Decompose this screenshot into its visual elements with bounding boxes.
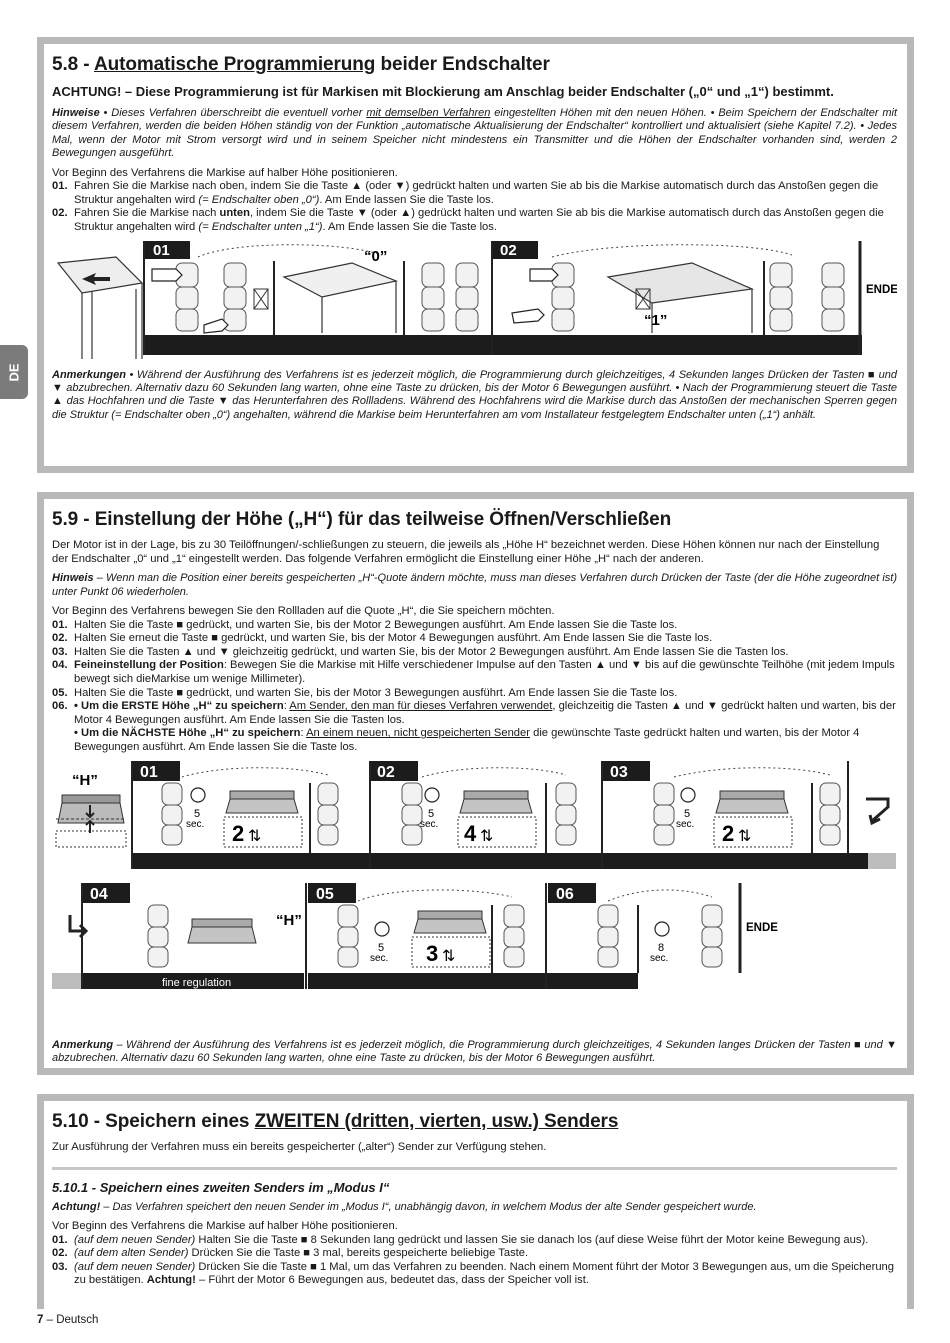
movement-count: 4: [464, 820, 477, 846]
step: 03. (auf dem neuen Sender) Drücken Sie die Taste ■ 1 Mal, um das Verfahren zu beenden. Nach einem Moment führt der Motor 3 Bewegungen aus, um die Speicherung zu bestätigen. Achtung! – Führt der Motor 6 Bewegungen aus, bedeutet das, dass der Speicher voll ist.: [52, 1260, 894, 1287]
continue-arrow-icon: [70, 915, 86, 937]
section-title: 5.9 - Einstellung der Höhe („H“) für das teilweise Öffnen/Verschließen: [52, 509, 672, 530]
section-title: 5.8 - Automatische Programmierung beider Endschalter: [52, 54, 550, 75]
step-badge-05: 05: [316, 885, 334, 903]
intro: Vor Beginn des Verfahrens die Markise auf halber Höhe positionieren.: [52, 166, 398, 179]
remarks: Anmerkungen • Während der Ausführung des Verfahrens ist es jederzeit möglich, die Programmierung durch gleichzeitiges, 4 Sekunden langes Drücken der Tasten ■ und ▼ abzubrechen. Alternativ dazu 60 Sekunden lang warten, ohne eine Taste zu drücken, bis der Motor 6 Bewegungen ausführt. • Nach der Programmierung steuert die Taste ▲ das Hochfahren und die Taste ▼ das Herunterfahren des Rollladens. Während des Hochfahrens wird die Markise durch das Anstoßen der mechanischen Sperren gegen die Struktur (= Endschalter oben „0“) angehalten, während die Markise beim Herunterfahren am vom Installateur festgelegtem Endschalter unten („1“) anhält.: [52, 368, 897, 421]
warning: ACHTUNG! – Diese Programmierung ist für Markisen mit Blockierung am Anschlag beider Endschalter („0“ und „1“) bestimmt.: [52, 84, 834, 99]
figure-auto-programming: [52, 241, 897, 363]
step-badge-01: 01: [153, 241, 170, 259]
hint: Hinweise • Dieses Verfahren überschreibt die eventuell vorher mit demselben Verfahren eingestellten Höhen mit den neuen Höhen. • Beim Speichern der Endschalter mit diesem Verfahren, werden die beiden Höhen ständig von der Funktion „automatische Aktualisierung der Endschalter“ kontrolliert und aktualisiert (siehe Kapitel 7.2). • Jedes Mal, wenn der Motor mit Strom versorgt wird und in seinem Speicher nicht mindestens ein Transmitter und die Höhen der Endschalter vorhanden sind, werden 2 Bewegungen ausgeführt.: [52, 107, 897, 160]
svg-text:⇅: ⇅: [480, 827, 494, 845]
hint: Hinweis – Wenn man die Position einer bereits gespeicherten „H“-Quote ändern möchte, muss man dieses Verfahren durch Drücken der Taste (der die Höhe zugeordnet ist) unter Punkt 06 wiederholen.: [52, 572, 897, 598]
seconds-value: 5: [194, 807, 201, 820]
before: Vor Beginn des Verfahrens die Markise auf halber Höhe positionieren.: [52, 1220, 398, 1232]
step: 01. (auf dem neuen Sender) Halten Sie die Taste ■ 8 Sekunden lang gedrückt und lassen Sie sie danach los (auf diese Weise führt der Motor keine Bewegung aus).: [52, 1233, 869, 1246]
svg-text:⇅: ⇅: [248, 827, 262, 845]
step-badge-06: 06: [556, 885, 574, 903]
h-label: “H”: [72, 771, 98, 789]
step-badge-02: 02: [500, 241, 517, 259]
remark: Anmerkung – Während der Ausführung des Verfahrens ist es jederzeit möglich, die Programmierung durch gleichzeitiges, 4 Sekunden langes Drücken der Tasten ■ und ▼ abzubrechen. Alternativ dazu 60 Sekunden lang warten, ohne eine Taste zu drücken, bis der Motor 6 Bewegungen ausführt.: [52, 1038, 897, 1064]
svg-text:⇅: ⇅: [442, 947, 456, 965]
h-label: “H”: [276, 911, 302, 929]
steps-list: [52, 619, 897, 755]
svg-text:⇅: ⇅: [738, 827, 752, 845]
intro: Der Motor ist in der Lage, bis zu 30 Teilöffnungen/-schließungen zu steuern, die jeweils als „Höhe H“ bezeichnet werden. Diese Höhen können nur nach der Einstellung der Endschalter „0“ und „1“ eingestellt werden. Das folgende Verfahren ermöglicht die Einstellung einer Höhe „H“ nach der anderen.: [52, 539, 880, 565]
steps-list: [52, 180, 897, 234]
figure-height-setting: [52, 761, 897, 1033]
step: 05. Halten Sie die Taste ■ gedrückt, und warten Sie, bis der Motor 3 Bewegungen ausführt. Am Ende lassen Sie die Taste los.: [52, 686, 678, 699]
step: 02. Fahren Sie die Markise nach unten, indem Sie die Taste ▼ (oder ▲) gedrückt halten und warten Sie ab bis die Markise automatisch durch das Anstoßen gegen die Struktur angehalten wird (= Endschalter unten „1“). Am Ende lassen Sie die Taste los.: [52, 207, 884, 233]
step-badge-03: 03: [610, 763, 628, 781]
step-badge-02: 02: [377, 763, 395, 781]
seconds-value: 5: [684, 807, 691, 820]
step: 01. Fahren Sie die Markise nach oben, indem Sie die Taste ▲ (oder ▼) gedrückt halten und warten Sie ab bis die Markise automatisch durch das Anstoßen gegen die Struktur angehalten wird (= Endschalter oben „0“). Am Ende lassen Sie die Taste los.: [52, 180, 879, 206]
before: Vor Beginn des Verfahrens bewegen Sie den Rollladen auf die Quote „H“, die Sie speichern möchten.: [52, 605, 555, 617]
seconds-unit: sec.: [370, 952, 389, 964]
divider: [52, 1167, 897, 1170]
end-label: ENDE: [866, 283, 897, 296]
language-tab: [0, 345, 28, 399]
illustration-strip: [52, 761, 897, 1033]
return-arrow-icon: [866, 799, 888, 823]
step: 04. Feineinstellung der Position: Bewegen Sie die Markise mit Hilfe verschiedener Impulse auf den Tasten ▲ und ▼ bis auf die gewünschte Teilhöhe (mit jedem Impuls bewegt sich dieMarkise um wenige Millimeter).: [52, 659, 895, 685]
step-badge-04: 04: [90, 885, 108, 903]
fine-regulation-label: fine regulation: [162, 976, 232, 989]
section-5-9: [37, 492, 914, 1075]
subsection-title: 5.10.1 - Speichern eines zweiten Senders im „Modus I“: [52, 1179, 390, 1195]
row1-panels: [132, 761, 896, 869]
seconds-value: 5: [378, 941, 385, 954]
page-footer: [37, 1314, 98, 1326]
movement-count: 2: [232, 820, 245, 846]
language-tab-label: DE: [6, 362, 22, 382]
seconds-unit: sec.: [186, 818, 205, 830]
intro: Zur Ausführung der Verfahren muss ein bereits gespeicherter („alter“) Sender zur Verfügung stehen.: [52, 1141, 547, 1153]
limit-1-label: “1”: [644, 311, 668, 329]
footer-language: – Deutsch: [43, 1314, 99, 1326]
step: 06. • Um die ERSTE Höhe „H“ zu speichern: Am Sender, den man für dieses Verfahren verwendet, gleichzeitig die Tasten ▲ und ▼ gedrückt halten und warten, bis der Motor 4 Bewegungen ausführt. Am Ende lassen Sie die Tasten los. • Um die NÄCHSTE Höhe „H“ zu speichern: An einem neuen, nicht gespeicherten Sender die gewünschte Taste gedrückt halten und warten, bis der Motor 4 Bewegungen ausführt. Am Ende lassen Sie die Taste los.: [52, 700, 896, 753]
section-5-8: [37, 37, 914, 473]
illustration-strip: [52, 241, 897, 363]
page-number: 7: [37, 1314, 44, 1326]
seconds-unit: sec.: [420, 818, 439, 830]
seconds-unit: sec.: [650, 952, 669, 964]
section-title: 5.10 - Speichern eines ZWEITEN (dritten, vierten, usw.) Senders: [52, 1111, 619, 1132]
movement-count: 3: [426, 940, 439, 966]
step-badge-01: 01: [140, 763, 158, 781]
movement-count: 2: [722, 820, 735, 846]
step: 01. Halten Sie die Taste ■ gedrückt, und warten Sie, bis der Motor 2 Bewegungen ausführt. Am Ende lassen Sie die Taste los.: [52, 618, 678, 631]
limit-0-label: “0”: [364, 247, 388, 265]
step: 02. (auf dem alten Sender) Drücken Sie die Taste ■ 3 mal, bereits gespeicherte beliebige Taste.: [52, 1247, 529, 1260]
seconds-value: 5: [428, 807, 435, 820]
seconds-unit: sec.: [676, 818, 695, 830]
section-5-10: [37, 1094, 914, 1309]
seconds-value: 8: [658, 941, 665, 954]
step: 02. Halten Sie erneut die Taste ■ gedrückt, und warten Sie, bis der Motor 4 Bewegungen ausführt. Am Ende lassen Sie die Taste los.: [52, 632, 713, 645]
warning: Achtung! – Das Verfahren speichert den neuen Sender im „Modus I“, unabhängig davon, in welchem Modus der alte Sender gespeichert wurde.: [52, 1200, 757, 1213]
step: 03. Halten Sie die Tasten ▲ und ▼ gleichzeitig gedrückt, und warten Sie, bis der Motor 2 Bewegungen ausführt. Am Ende lassen Sie die Tasten los.: [52, 645, 789, 658]
steps-list: [52, 1234, 897, 1288]
end-label: ENDE: [746, 921, 778, 934]
